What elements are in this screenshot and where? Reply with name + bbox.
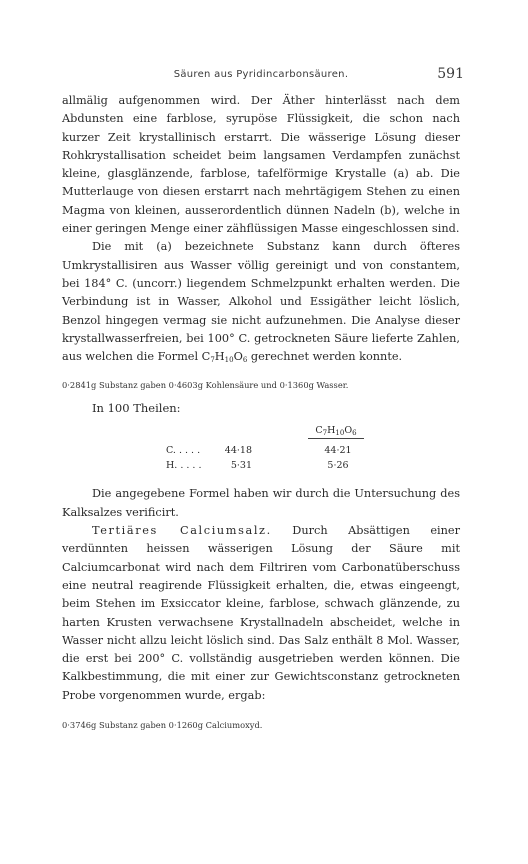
formula-h: H: [214, 350, 225, 364]
paragraph-2-tail: gerechnet werden konnte.: [247, 350, 403, 364]
paragraph-1: allmälig aufgenommen wird. Der Äther hinterlässt nach dem Abdunsten eine farblose, syrupöse Flüssigkeit, die schon nach kurzer Zeit krystallinisch erstarrt. Die wässerige Lösung dieser Rohkrystallisation scheidet beim langsamen Verdampfen zunächst kleine, glasglänzende, farblose, tafelförmige Krystalle (a) ab. Die Mutterlauge von diesen erstarrt nach mehrtägigem Stehen zu einen Magma von kleinen, ausserordentlich dünnen Nadeln (b), welche in einer geringen Menge einer zähflüssigen Masse eingeschlossen sind.: [62, 94, 460, 236]
paragraph-4: [62, 522, 460, 705]
section-title-calciumsalz: Tertiäres Calciumsalz.: [92, 524, 272, 538]
row-found: 44·18: [224, 445, 252, 457]
analysis-heading: In 100 Theilen:: [92, 401, 181, 416]
row-calculated: 44·21: [324, 445, 352, 457]
row-label: H. . . . .: [166, 460, 202, 472]
paragraph-2: [62, 238, 460, 369]
formula-o-count: 6: [242, 356, 248, 365]
lime-determination-note: 0·3746g Substanz gaben 0·1260g Calciumoxyd.: [62, 720, 263, 731]
row-label: C. . . . .: [166, 445, 201, 457]
analysis-formula: $C_7H_{10}O_6$: [308, 425, 364, 439]
formula-c-count: 7: [210, 356, 215, 365]
running-header: [62, 66, 464, 84]
formula-o: O: [233, 350, 243, 364]
paragraph-4-text: Durch Absättigen einer verdünnten heissen wässerigen Lösung der Säure mit Calciumcarbonat wird nach dem Filtriren vom Carbonatüberschuss eine neutral reagirende Flüssigkeit erhalten, die, etwas eingeengt, beim Stehen im Exsiccator kleine, farblose, schwach glänzende, zu harten Krusten verwachsene Krystallnadeln abscheidet, welche in Wasser nicht allzu leicht löslich sind. Das Salz enthält 8 Mol. Wasser, die erst bei 200° C. vollständig ausgetrieben werden können. Die Kalkbestimmung, die mit einer zur Gewichtsconstanz getrockneten Probe vorgenommen wurde, ergab:: [62, 524, 460, 702]
row-found: 5·31: [230, 460, 252, 472]
formula-h-count: 10: [224, 356, 234, 365]
document-page: [62, 66, 464, 731]
page-number: 591: [437, 66, 464, 82]
combustion-note: 0·2841g Substanz gaben 0·4603g Kohlensäure und 0·1360g Wasser.: [62, 380, 349, 391]
paragraph-3: Die angegebene Formel haben wir durch die Untersuchung des Kalksalzes verificirt.: [62, 487, 460, 519]
analysis-row-hydrogen: [166, 460, 349, 472]
paragraph-2-text: Die mit (a) bezeichnete Substanz kann durch öfteres Umkrystallisiren aus Wasser völlig gereinigt und von constantem, bei 184° C. (uncorr.) liegendem Schmelzpunkt erhalten werden. Die Verbindung ist in Wasser, Alkohol und Essigäther leicht löslich, Benzol hingegen vermag sie nicht aufzunehmen. Die Analyse dieser krystallwasserfreien, bei 100° C. getrockneten Säure lieferte Zahlen, aus welchen die Formel C: [62, 240, 460, 364]
row-calculated: 5·26: [327, 460, 349, 472]
analysis-row-carbon: [166, 445, 352, 457]
running-title: Säuren aus Pyridincarbonsäuren.: [173, 69, 349, 80]
analysis-table: [62, 421, 460, 485]
